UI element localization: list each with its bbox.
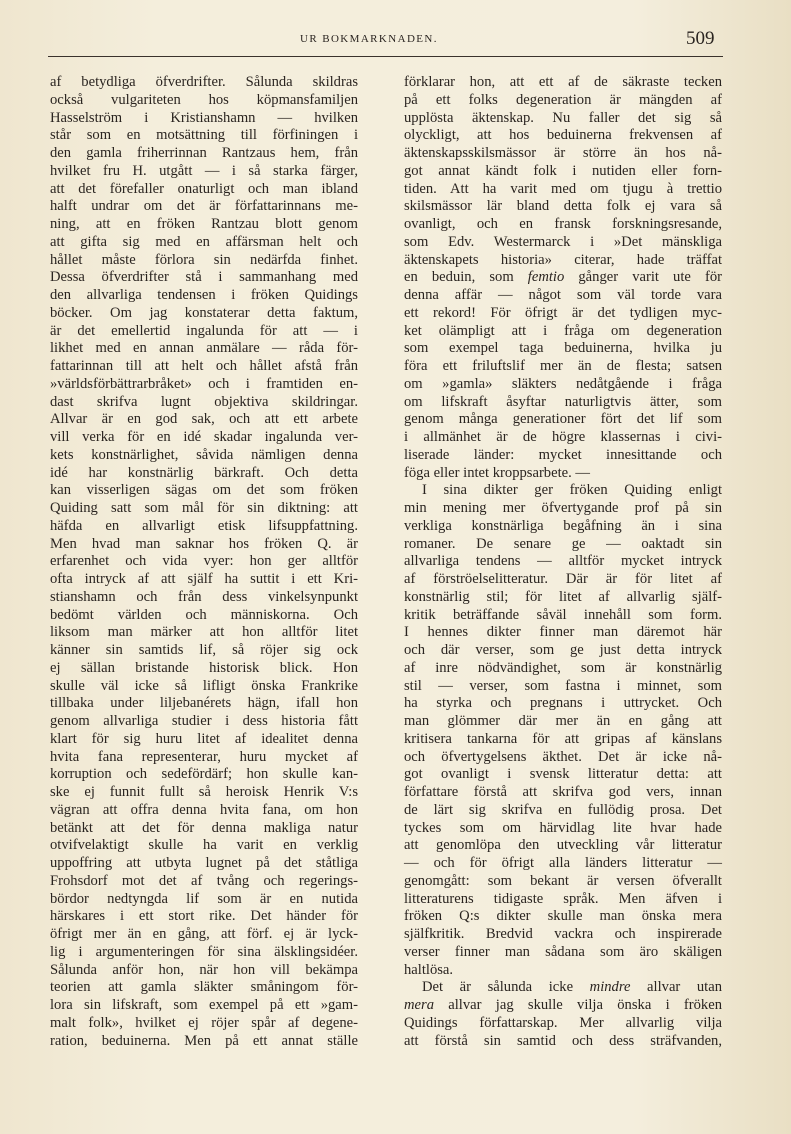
text-line: ning, att en fröken Rantzau blott genom	[50, 216, 358, 232]
text-line: tillbaka under liljebanérets hägn, ifall hon	[50, 695, 358, 712]
text-line: af inre nödvändighet, som är konstnärlig	[404, 659, 722, 676]
text-line: skilsmässor lär bland detta folk ej vara så	[404, 198, 722, 215]
text-line: vill verka för en idé skadar ingalunda ver-	[50, 429, 358, 445]
text-line: ett rekord! För öfrigt är det tydligen myc-	[404, 304, 722, 321]
text-line: genom allvarliga studier i dess historia fått	[50, 713, 358, 729]
text-line: är det emellertid ingalunda för att — i	[50, 322, 358, 339]
left-text-column	[50, 74, 358, 1050]
text-line: äktenskapsskilsmässor är större än hos nå-	[404, 145, 722, 161]
text-line: fröken Q:s dikter skulle man önska mera	[404, 908, 722, 925]
text-line: teorien att gamla släkter småningom för-	[50, 979, 358, 996]
text-line: tiden. Att ha varit med om tjugu à trettio	[404, 180, 722, 197]
text-line: I hennes dikter finner man däremot här	[404, 624, 722, 641]
text-line: korruption och sedefördärf; hon skulle kan-	[50, 766, 358, 783]
text-line: själfkritik. Bredvid vackra och inspirerade	[404, 926, 722, 942]
text-line: hvilket fru H. utgått — i så starka färger,	[50, 162, 358, 179]
text-line: står som en motsättning till förfiningen i	[50, 127, 358, 144]
text-line: got ovanligt i svensk litteratur detta: att	[404, 766, 722, 783]
text-line: af förströelselitteratur. Där är för litet af	[404, 571, 722, 587]
text-line: härskares i ett stort rike. Det händer för	[50, 908, 358, 925]
text-line: Allvar är en god sak, och att ett arbete	[50, 411, 358, 428]
text-line: kets konstnärlighet, såvida nämligen denna	[50, 446, 358, 463]
text-line: kan visserligen sägas om det som fröken	[50, 482, 358, 499]
text-line: betänkt att det för denna makliga natur	[50, 819, 358, 836]
text-line: bedömt världen och människorna. Och	[50, 606, 358, 623]
text-line: malt folk», hvilket ej röjer spår af degene-	[50, 1014, 358, 1031]
text-line: »världsförbättrarbråket» och i framtiden en-	[50, 375, 358, 392]
text-line: om »gamla» släkters nedåtgående i fråga	[404, 375, 722, 392]
text-line: ovanligt, och en fransk forskningsresande,	[404, 216, 722, 232]
text-segment: gånger varit ute för	[564, 269, 722, 286]
text-line: föra ett friluftslif mer än de flesta; satsen	[404, 358, 722, 374]
text-line: Sålunda anför hon, när hon vill bekämpa	[50, 961, 358, 978]
text-line: konstnärlig stil; för litet af allvarlig själf-	[404, 588, 722, 605]
text-line: denna affär — något som väl torde vara	[404, 287, 722, 303]
text-line: haltlösa.	[404, 961, 454, 978]
text-line: stil — verser, som fastna i minnet, som	[404, 677, 722, 694]
text-line: Quiding satt som mål för sin diktning: att	[50, 500, 358, 516]
text-line: på ett folks degeneration är mängden af	[404, 91, 722, 108]
text-line: öfrigt mer än en gång, att förf. ej är lyck-	[50, 926, 358, 942]
text-line: lora sin lifskraft, som exempel på ett »gam-	[50, 997, 358, 1013]
right-text-column	[404, 74, 722, 1050]
text-line: Frohsdorf mot det af tvång och regerings-	[50, 872, 358, 889]
text-line: äktenskapets historia» citerar, hade träffat	[404, 251, 722, 268]
text-line: i allmänhet är de högre klassernas i civi-	[404, 429, 722, 445]
text-line: allvarliga tendens — alltför mycket intryck	[404, 553, 722, 570]
text-line: också vulgariteten hos köpmansfamiljen	[50, 91, 358, 108]
text-line: de lärt sig skrifva en fullödig prosa. Det	[404, 801, 722, 818]
text-line: Men hvad man saknar hos fröken Q. är	[50, 535, 358, 552]
text-segment: en beduin, som	[404, 269, 528, 286]
text-line: I sina dikter ger fröken Quiding enligt	[422, 482, 722, 499]
text-line: Quidings författarskap. Mer allvarlig vilja	[404, 1014, 722, 1031]
text-line: och där verser, som ge just detta intryck	[404, 642, 722, 658]
text-line: — och för öfrigt alla länders litteratur —	[404, 855, 722, 871]
text-line: som Edv. Westermarck i »Det mänskliga	[404, 233, 722, 250]
text-line: liksom man märker att hon alltför litet	[50, 624, 358, 641]
text-segment: allvar jag skulle vilja önska i fröken	[434, 997, 722, 1013]
text-line: att det förefaller onaturligt och man ibland	[50, 180, 358, 197]
text-line: hvita fana representerar, huru mycket af	[50, 748, 358, 765]
text-line	[404, 997, 722, 1015]
text-line: got annat kändt folk i nutiden eller forn-	[404, 162, 722, 179]
running-title: UR BOKMARKNADEN.	[300, 33, 438, 45]
text-line: klart för sig huru litet af idealitet denna	[50, 730, 358, 747]
text-line: dast skrifva lugnt objektiva skildringar.	[50, 393, 358, 410]
text-line: böcker. Om jag konstaterar detta faktum,	[50, 304, 358, 321]
text-line	[404, 979, 722, 997]
text-line: ofta intryck af att själf ha suttit i ett Kri-	[50, 571, 358, 587]
text-line: hållet måste förlora sin nedärfda finhet.	[50, 251, 358, 268]
text-line: verser finner man sådana som äro skäligen	[404, 943, 722, 960]
text-line: upplösta äktenskap. Nu faller det sig så	[404, 109, 722, 126]
text-line	[404, 269, 722, 287]
text-line: erfarenhet och vida vyer: hon ger alltför	[50, 553, 358, 570]
text-line: om lifskraft åsyftar naturligtvis ätter, som	[404, 393, 722, 410]
text-line: författare förstå att skrifva god vers, innan	[404, 784, 722, 800]
italic-text: mera	[404, 997, 434, 1013]
text-line: uppoffring att utbyta lugnet på det ståtliga	[50, 855, 358, 871]
italic-text: femtio	[527, 269, 565, 286]
text-line: och öfvertygelsens äkthet. Det är icke nå-	[404, 748, 722, 765]
text-line: ha styrka och pregnans i uttrycket. Och	[404, 695, 722, 712]
text-line: den allvarliga tendensen i fröken Quidings	[50, 287, 358, 303]
text-line: att gifta sig med en affärsman helt och	[50, 233, 358, 250]
text-line: Dessa öfverdrifter stå i sammanhang med	[50, 269, 358, 286]
text-line: tyckes som om härvidlag lite hvar hade	[404, 819, 722, 836]
text-line: att genomlöpa den utveckling vår litteratur	[404, 837, 722, 854]
text-line: romaner. De senare ge — oaktadt sin	[404, 535, 722, 552]
text-segment: Det är sålunda icke	[422, 979, 590, 996]
text-line: föga eller intet kroppsarbete. —	[404, 464, 590, 481]
italic-text: mindre	[589, 979, 631, 996]
header-rule	[48, 56, 723, 57]
text-line: lig i argumenteringen för sina älsklingsidéer.	[50, 943, 358, 960]
text-line: ske ej funnit fullt så heroisk Henrik V:s	[50, 784, 358, 800]
text-line: förklarar hon, att ett af de säkraste tecken	[404, 74, 722, 90]
text-line: likhet med en annan anmälare — råda för-	[50, 340, 358, 357]
text-line: halft undrar om det är författarinnans me-	[50, 198, 358, 215]
text-line: fattarinnan till att helt och hållet afstå från	[50, 358, 358, 374]
text-line: olyckligt, att hos beduinerna frekvensen af	[404, 127, 722, 144]
text-line: att förstå sin samtid och dess sträfvanden,	[404, 1032, 722, 1049]
text-line: ej sällan bristande historisk blick. Hon	[50, 659, 358, 676]
text-line: ration, beduinerna. Men på ett annat ställe	[50, 1032, 358, 1049]
text-line: litteraturens tidigaste språk. Men äfven i	[404, 890, 722, 907]
text-line: skulle väl icke så lifligt önska Frankrike	[50, 677, 358, 694]
page-number: 509	[686, 28, 715, 49]
text-line: idé har konstnärlig bärkraft. Och detta	[50, 464, 358, 481]
text-line: ket olämpligt att i fråga om degeneration	[404, 322, 722, 339]
text-line: otvifvelaktigt skulle ha varit en verklig	[50, 837, 358, 854]
text-line: Hasselström i Kristianshamn — hvilken	[50, 109, 358, 126]
text-line: kritisera tankarna för att gripas af känslans	[404, 730, 722, 747]
text-line: genomgått: som bekant är versen öfverallt	[404, 872, 722, 889]
text-line: liserade länder: mycket innesittande och	[404, 446, 722, 463]
text-line: vägran att offra denna hvita fana, om hon	[50, 801, 358, 818]
text-line: bördor nedtyngda lif som är en nutida	[50, 890, 358, 907]
text-line: verkliga konstnärliga begåfning än i sina	[404, 517, 722, 534]
text-line: som exempel taga beduinerna, hvilka ju	[404, 340, 722, 357]
text-line: den gamla friherrinnan Rantzaus hem, från	[50, 145, 358, 161]
text-line: man glömmer där mer än en gång att	[404, 713, 722, 729]
text-line: stianshamn och från dess vinkelsynpunkt	[50, 588, 358, 605]
text-line: kritik beträffande såväl innehåll som form.	[404, 606, 722, 623]
text-line: af betydliga öfverdrifter. Sålunda skildras	[50, 74, 358, 90]
text-line: min mening mer öfvertygande prof på sin	[404, 500, 722, 516]
text-line: häfda en allvarligt etisk lifsuppfattning.	[50, 517, 358, 534]
text-line: känner sin samtids lif, så röjer sig ock	[50, 642, 358, 658]
text-segment: allvar utan	[630, 979, 722, 996]
text-line: genom många generationer fört det lif som	[404, 411, 722, 428]
